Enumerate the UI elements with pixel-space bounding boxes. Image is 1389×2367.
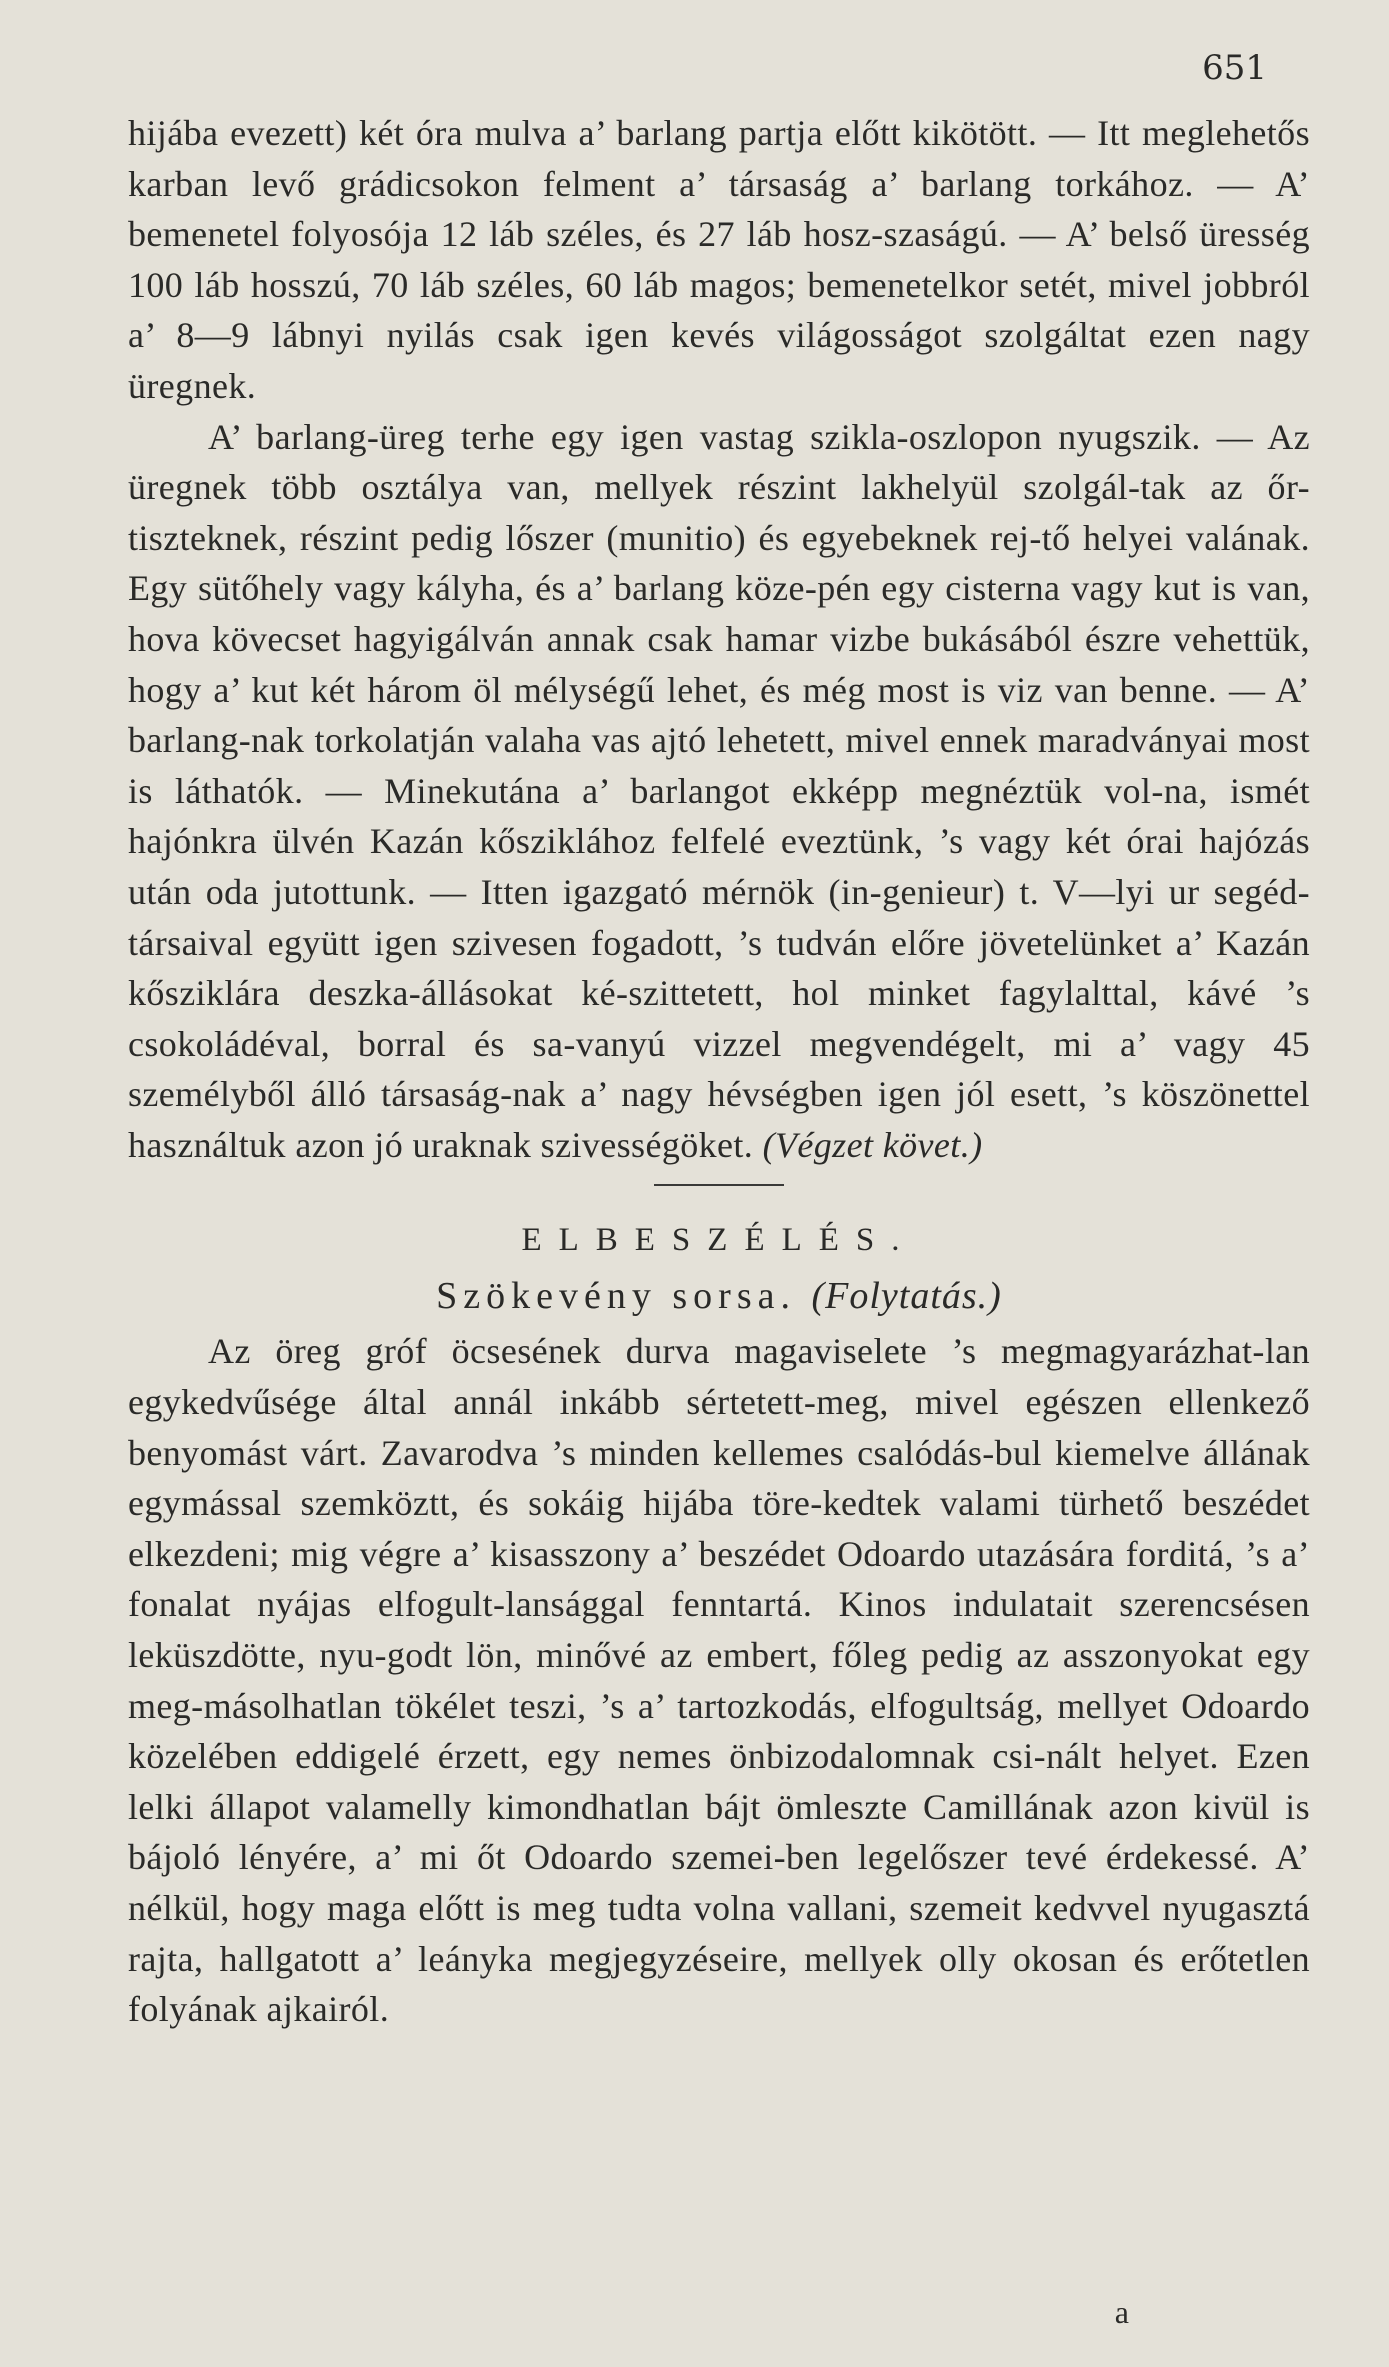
continuation-note: (Végzet követ.) bbox=[762, 1124, 983, 1165]
paragraph-cave-description-text: A’ barlang-üreg terhe egy igen vastag szikla-oszlopon nyugszik. — Az üregnek több osztálya van, mellyek részint lakhelyül szolgál-tak az őr-tiszteknek, részint pedig lőszer (munitio) és egyebeknek rej-tő helyei valának. Egy sütőhely vagy kályha, és a’ barlang köze-pén egy cisterna vagy kut is van, hova kövecset hagyigálván annak csak hamar vizbe bukásából észre vehettük, hogy a’ kut két három öl mélységű lehet, és még most is viz van benne. — A’ barlang-nak torkolatján valaha vas ajtó lehetett, mivel ennek maradványai most is láthatók. — Minekutána a’ barlangot ekképp megnéztük vol-na, ismét hajónkra ülvén Kazán kősziklához felfelé eveztünk, ’s vagy két órai hajózás után oda jutottunk. — Itten igazgató mérnök (in-genieur) t. V—lyi ur segéd-társaival együtt igen szivesen fogadott, ’s tudván előre jövetelünket a’ Kazán kősziklára deszka-állásokat ké-szittetett, hol minket fagylalttal, kávé ’s csokoládéval, borral és sa-vanyú vizzel megvendégelt, mi a’ vagy 45 személyből álló társaság-nak a’ nagy hévségben igen jól esett, ’s köszönettel használtuk azon jó uraknak szivességöket. bbox=[128, 416, 1310, 1165]
story-title-note: (Folytatás.) bbox=[811, 1275, 1002, 1318]
story-title bbox=[128, 1270, 1310, 1322]
paragraph-cave-arrival: hijába evezett) két óra mulva a’ barlang partja előtt kikötött. — Itt meglehetős karban levő grádicsokon felment a’ társaság a’ barlang torkához. — A’ bemenetel folyosója 12 láb széles, és 27 láb hosz-szaságú. — A’ belső üresség 100 láb hosszú, 70 láb széles, 60 láb magos; bemenetelkor setét, mivel jobbról a’ 8—9 lábnyi nyilás csak igen kevés világosságot szolgáltat ezen nagy üregnek. bbox=[128, 113, 1310, 406]
section-heading: ELBESZÉLÉS. bbox=[521, 1222, 917, 1259]
signature-mark: a bbox=[1114, 2294, 1129, 2330]
story-section bbox=[128, 1216, 1310, 2034]
paragraph-cave-description bbox=[128, 412, 1310, 1171]
page-body bbox=[128, 108, 1310, 2035]
travel-narrative-section bbox=[128, 108, 1310, 1170]
page-number: 651 bbox=[1202, 48, 1267, 88]
paragraph-story: Az öreg gróf öcsesének durva magaviselete ’s megmagyarázhat-lan egykedvűsége által annál inkább sértetett-meg, mivel egészen ellenkező benyomást várt. Zavarodva ’s minden kellemes csalódás-bul kiemelve állának egymással szemköztt, és sokáig hijába töre-kedtek valami türhető beszédet elkezdeni; mig végre a’ kisasszony a’ beszédet Odoardo utazására forditá, ’s a’ fonalat nyájas elfogult-lansággal fenntartá. Kinos indulatait szerencsésen leküszdötte, nyu-godt lön, minővé az embert, főleg pedig az asszonyokat egy meg-másolhatlan tökélet teszi, ’s a’ tartozkodás, elfogultság, mellyet Odoardo közelében eddigelé érzett, egy nemes önbizodalomnak csi-nált helyet. Ezen lelki állapot valamelly kimondhatlan bájt ömleszte Camillának azon kivül is bájoló lényére, a’ mi őt Odoardo szemei-ben legelőszer tevé érdekessé. A’ nélkül, hogy maga előtt is meg tudta volna vallani, szemeit kedvvel nyugasztá rajta, hallgatott a’ leányka megjegyzéseire, mellyek olly okosan és erőtetlen folyának ajkairól. bbox=[128, 1331, 1310, 2030]
section-divider bbox=[654, 1184, 784, 1186]
story-title-text: Szökevény sorsa. bbox=[436, 1275, 796, 1318]
